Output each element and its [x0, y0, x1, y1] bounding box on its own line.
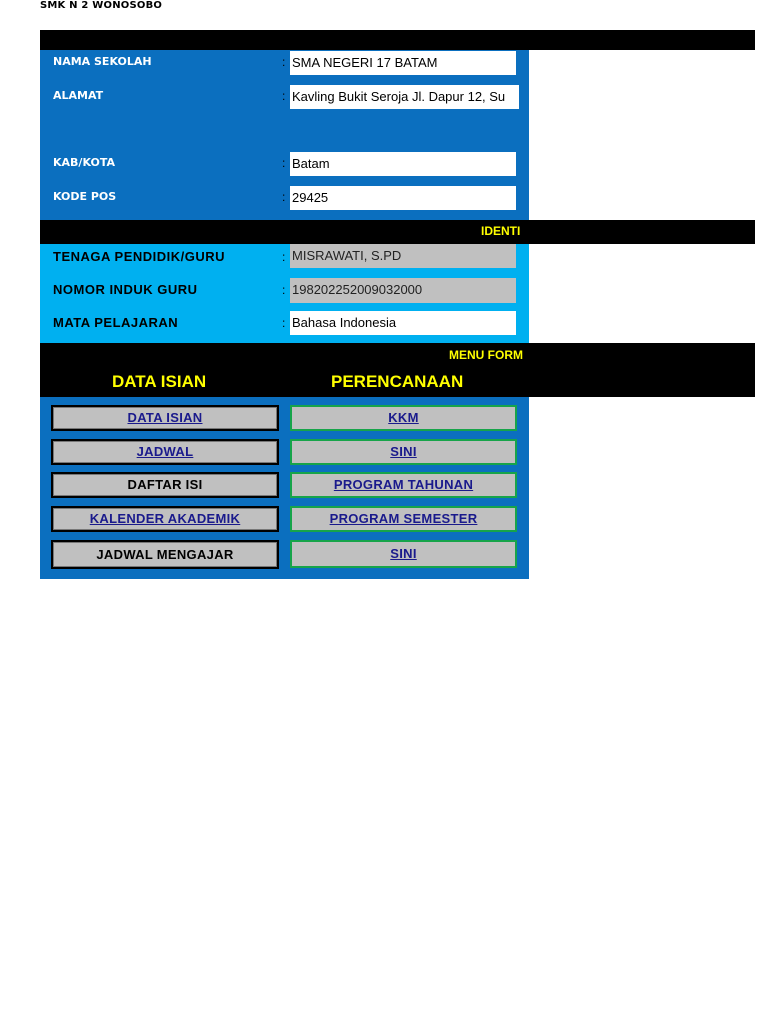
alamat-field[interactable]: Kavling Bukit Seroja Jl. Dapur 12, Su	[290, 85, 519, 109]
kode-pos-label: KODE POS	[53, 190, 117, 203]
kab-kota-label: KAB/KOTA	[53, 156, 115, 169]
menu-bar-title: MENU FORM	[449, 348, 523, 362]
identity-black-bar	[40, 220, 755, 244]
colon: :	[282, 156, 286, 170]
mapel-field[interactable]: Bahasa Indonesia	[290, 311, 516, 335]
daftar-isi-button[interactable]: DAFTAR ISI	[51, 472, 279, 498]
alamat-label: ALAMAT	[53, 89, 104, 102]
perencanaan-column-title: PERENCANAAN	[331, 372, 464, 391]
header-black-bar	[40, 30, 755, 50]
sini-button-2[interactable]: SINI	[290, 540, 517, 568]
colon: :	[282, 55, 286, 69]
mapel-label: MATA PELAJARAN	[53, 315, 179, 330]
nig-label: NOMOR INDUK GURU	[53, 282, 198, 297]
colon: :	[282, 190, 286, 204]
colon: :	[282, 316, 286, 330]
nama-sekolah-label: NAMA SEKOLAH	[53, 55, 152, 68]
program-semester-button[interactable]: PROGRAM SEMESTER	[290, 506, 517, 532]
program-tahunan-button[interactable]: PROGRAM TAHUNAN	[290, 472, 517, 498]
guru-label: TENAGA PENDIDIK/GURU	[53, 249, 226, 264]
kab-kota-field[interactable]: Batam	[290, 152, 516, 176]
kkm-button[interactable]: KKM	[290, 405, 517, 431]
colon: :	[282, 250, 286, 264]
kalender-akademik-button[interactable]: KALENDER AKADEMIK	[51, 506, 279, 532]
jadwal-mengajar-button[interactable]: JADWAL MENGAJAR	[51, 540, 279, 569]
guru-field[interactable]: MISRAWATI, S.PD	[290, 244, 516, 268]
kode-pos-field[interactable]: 29425	[290, 186, 516, 210]
data-isian-column-title: DATA ISIAN	[112, 372, 207, 391]
sini-button-1[interactable]: SINI	[290, 439, 517, 465]
nig-field[interactable]: 198202252009032000	[290, 278, 516, 303]
colon: :	[282, 283, 286, 297]
data-isian-button[interactable]: DATA ISIAN	[51, 405, 279, 431]
nama-sekolah-field[interactable]: SMA NEGERI 17 BATAM	[290, 51, 516, 75]
identity-bar-title: IDENTI	[481, 224, 521, 238]
jadwal-button[interactable]: JADWAL	[51, 439, 279, 465]
workbook-title: SMK N 2 WONOSOBO	[40, 0, 163, 11]
colon: :	[282, 89, 286, 103]
